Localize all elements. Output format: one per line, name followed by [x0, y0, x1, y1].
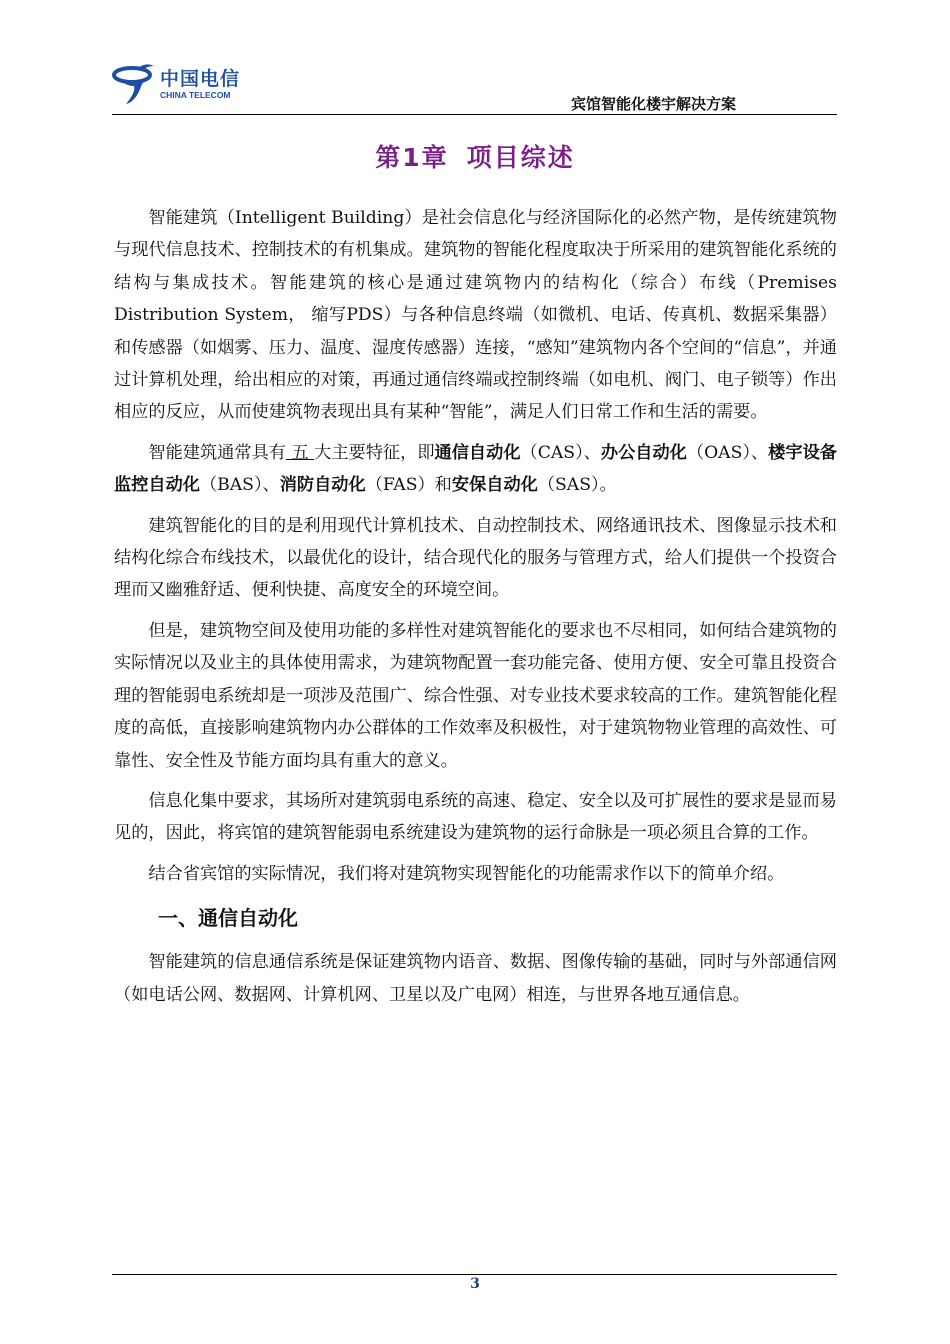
paragraph-purpose: 建筑智能化的目的是利用现代计算机技术、自动控制技术、网络通讯技术、图像显示技术和结构化综合布线技术，以最优化的设计，结合现代化的服务与管理方式，给人们提供一个投资合理而又幽雅舒适、便利快捷、高度安全的环境空间。: [114, 515, 837, 601]
features-mid: 大主要特征，即: [314, 442, 435, 463]
china-telecom-swirl-icon: [112, 62, 158, 106]
chapter-title: 项目综述: [466, 143, 575, 172]
chapter-number: 第1章: [375, 143, 449, 172]
feature-fas: 消防自动化: [279, 475, 366, 496]
paragraph-features: [114, 437, 837, 502]
chapter-heading: [0, 138, 950, 174]
paragraph-informatization: 信息化集中要求，其场所对建筑弱电系统的高速、稳定、安全以及可扩展性的要求是显而易见的，因此，将宾馆的建筑智能弱电系统建设为建筑物的运行命脉是一项必须且合算的工作。: [114, 790, 837, 844]
paragraph-requirements: 但是，建筑物空间及使用功能的多样性对建筑智能化的要求也不尽相同，如何结合建筑物的实际情况以及业主的具体使用需求，为建筑物配置一套功能完备、使用方便、安全可靠且投资合理的智能弱电系统却是一项涉及范围广、综合性强、对专业技术要求较高的工作。建筑智能化程度的高低，直接影响建筑物内办公群体的工作效率及积极性，对于建筑物物业管理的高效性、可靠性、安全性及节能方面均具有重大的意义。: [114, 620, 837, 771]
logo-chinese-text: 中国电信: [160, 68, 241, 90]
paragraph-intro: 智能建筑（Intelligent Building）是社会信息化与经济国际化的必然产物，是传统建筑物与现代信息技术、控制技术的有机集成。建筑物的智能化程度取决于所采用的建筑智能化系统的结构与集成技术。智能建筑的核心是通过建筑物内的结构化（综合）布线（Premises Distribution System， 缩写PDS）与各种信息终端（如微机、电话、传真机、数据采集器）和传感器（如烟雾、压力、温度、湿度传感器）连接，“感知”建筑物内各个空间的“信息”，并通过计算机处理，给出相应的对策，再通过通信终端或控制终端（如电机、阀门、电子锁等）作出相应的反应，从而使建筑物表现出具有某种“智能”，满足人们日常工作和生活的需要。: [114, 208, 837, 423]
logo-english-text: CHINA TELECOM: [160, 90, 231, 100]
feature-bas-abbr: （BAS）、: [199, 475, 280, 496]
page-number: 3: [470, 1276, 480, 1292]
feature-cas-abbr: （CAS）、: [520, 442, 601, 463]
section-heading-communication: 一、通信自动化: [158, 906, 298, 931]
feature-sas: 安保自动化: [451, 475, 538, 496]
paragraph-communication: 智能建筑的信息通信系统是保证建筑物内语音、数据、图像传输的基础，同时与外部通信网（如电话公网、数据网、计算机网、卫星以及广电网）相连，与世界各地互通信息。: [114, 952, 837, 1005]
features-count: 五: [285, 442, 315, 463]
feature-cas: 通信自动化: [434, 442, 521, 463]
document-header-title: 宾馆智能化楼宇解决方案: [570, 95, 736, 113]
feature-oas: 办公自动化: [600, 442, 687, 463]
feature-fas-abbr: （FAS）和: [365, 475, 452, 496]
feature-sas-abbr: （SAS）。: [537, 475, 617, 496]
feature-bas: 楼宇设备监控自动化: [114, 442, 837, 496]
paragraph-intro-next: 结合省宾馆的实际情况，我们将对建筑物实现智能化的功能需求作以下的简单介绍。: [148, 863, 785, 884]
document-body: [114, 202, 837, 1019]
china-telecom-logo: [112, 62, 252, 106]
footer-divider: [112, 1274, 837, 1275]
header-divider: [112, 114, 837, 115]
features-lead: 智能建筑通常具有: [148, 442, 286, 463]
feature-oas-abbr: （OAS）、: [686, 442, 769, 463]
